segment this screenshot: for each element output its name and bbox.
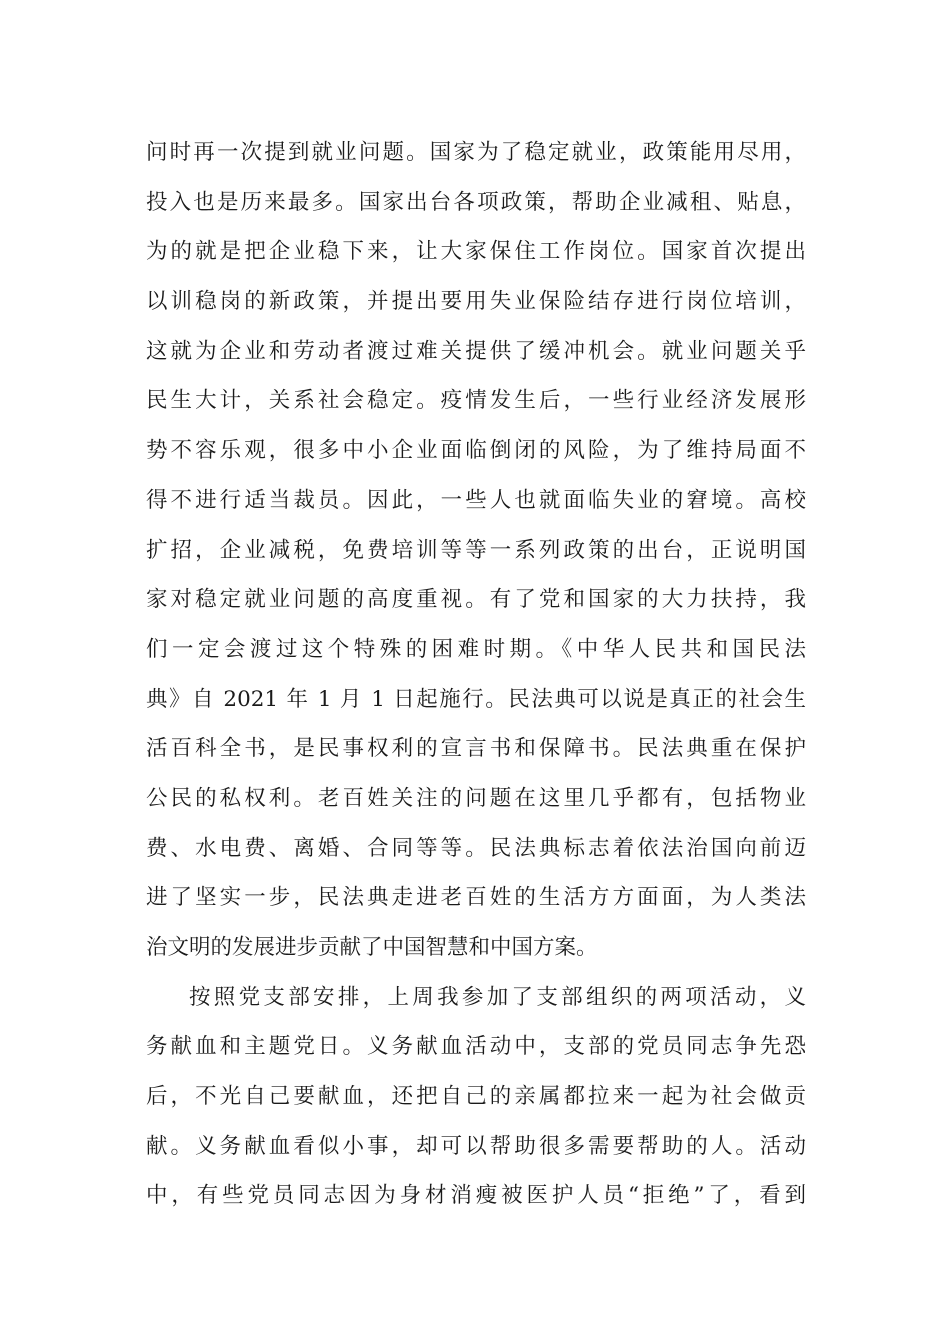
text-line: 得不进行适当裁员。因此，一些人也就面临失业的窘境。高校 — [146, 487, 806, 513]
text-line: 典》自 2021 年 1 月 1 日起施行。民法典可以说是真正的社会生 — [146, 686, 806, 712]
text-line: 们一定会渡过这个特殊的困难时期。《中华人民共和国民法 — [146, 636, 806, 662]
text-line: 势不容乐观，很多中小企业面临倒闭的风险，为了维持局面不 — [146, 438, 806, 464]
text-line: 扩招，企业减税，免费培训等等一系列政策的出台，正说明国 — [146, 537, 806, 563]
text-line: 后，不光自己要献血，还把自己的亲属都拉来一起为社会做贡 — [146, 1084, 806, 1110]
text-line: 家对稳定就业问题的高度重视。有了党和国家的大力扶持，我 — [146, 587, 806, 613]
paragraph-1 — [146, 128, 806, 973]
body-text — [146, 128, 806, 1221]
text-line: 公民的私权利。老百姓关注的问题在这里几乎都有，包括物业 — [146, 785, 806, 811]
text-line: 活百科全书，是民事权利的宣言书和保障书。民法典重在保护 — [146, 736, 806, 762]
text-line: 按照党支部安排，上周我参加了支部组织的两项活动，义 — [189, 984, 806, 1010]
text-line: 为的就是把企业稳下来，让大家保住工作岗位。国家首次提出 — [146, 239, 806, 265]
text-line: 务献血和主题党日。义务献血活动中，支部的党员同志争先恐 — [146, 1034, 806, 1060]
text-line: 费、水电费、离婚、合同等等。民法典标志着依法治国向前迈 — [146, 835, 806, 861]
paragraph-2 — [146, 973, 806, 1221]
text-line: 投入也是历来最多。国家出台各项政策，帮助企业减租、贴息， — [146, 189, 806, 215]
text-line: 民生大计，关系社会稳定。疫情发生后，一些行业经济发展形 — [146, 388, 806, 414]
text-line: 以训稳岗的新政策，并提出要用失业保险结存进行岗位培训， — [146, 289, 806, 315]
text-line: 献。义务献血看似小事，却可以帮助很多需要帮助的人。活动 — [146, 1133, 806, 1159]
text-line: 这就为企业和劳动者渡过难关提供了缓冲机会。就业问题关乎 — [146, 338, 806, 364]
text-line: 治文明的发展进步贡献了中国智慧和中国方案。 — [146, 935, 598, 960]
text-line: 问时再一次提到就业问题。国家为了稳定就业，政策能用尽用， — [146, 140, 806, 165]
text-line: 进了坚实一步，民法典走进老百姓的生活方方面面，为人类法 — [146, 885, 806, 911]
text-line: 中，有些党员同志因为身材消瘦被医护人员“拒绝”了，看到 — [146, 1183, 806, 1209]
